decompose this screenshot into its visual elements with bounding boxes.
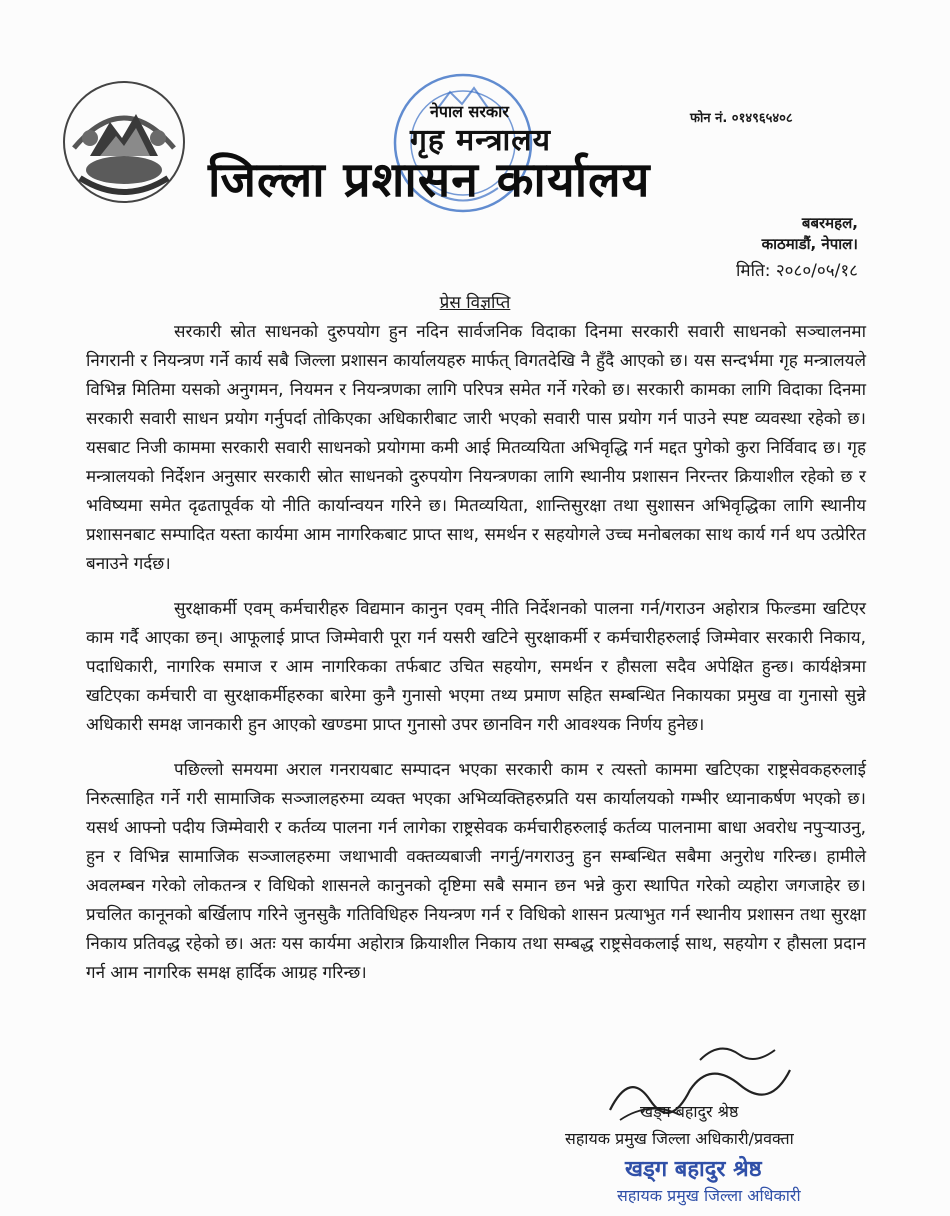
letter-date: मिति: २०८०/०५/१८ xyxy=(736,261,858,281)
paragraph-2: सुरक्षाकर्मी एवम् कर्मचारीहरु विद्यमान कानुन एवम् नीति निर्देशनको पालना गर्न/गराउन अहोरात्र फिल्डमा खटिएर काम गर्दै आएका छन्। आफूलाई प्राप्त जिम्मेवारी पूरा गर्न यसरी खटिने सुरक्षाकर्मी र कर्मचारीहरुलाई जिम्मेवार सरकारी निकाय, पदाधिकारी, नागरिक समाज र आम नागरिकका तर्फबाट उचित सहयोग, समर्थन र हौसला सदैव अपेक्षित हुन्छ। कार्यक्षेत्रमा खटिएका कर्मचारी वा सुरक्षाकर्मीहरुका बारेमा कुनै गुनासो भएमा तथ्य प्रमाण सहित सम्बन्धित निकायका प्रमुख वा गुनासो सुन्ने अधिकारी समक्ष जानकारी हुन आएको खण्डमा प्राप्त गुनासो उपर छानविन गरी आवश्यक निर्णय हुनेछ। xyxy=(86,599,866,735)
subject-heading xyxy=(0,290,950,313)
subject-text: प्रेस विज्ञप्ति xyxy=(439,293,511,313)
nepal-emblem-icon xyxy=(60,78,188,206)
government-name: नेपाल सरकार xyxy=(430,102,509,121)
address-line-1: बबरमहल, xyxy=(801,214,858,232)
stamp-title: सहायक प्रमुख जिल्ला अधिकारी xyxy=(617,1186,801,1205)
office-name: जिल्ला प्रशासन कार्यालय xyxy=(208,152,651,208)
phone-number: फोन नं. ०१४९६५४०८ xyxy=(690,111,793,126)
ministry-name: गृह मन्त्रालय xyxy=(410,123,552,158)
paragraph-3: पछिल्लो समयमा अराल गनरायबाट सम्पादन भएका सरकारी काम र त्यस्तो काममा खटिएका राष्ट्रसेवकहरुलाई निरुत्साहित गर्ने गरी सामाजिक सञ्जालहरुमा व्यक्त भएका अभिव्यक्तिहरुप्रति यस कार्यालयको गम्भीर ध्यानाकर्षण भएको छ। यसर्थ आफ्नो पदीय जिम्मेवारी र कर्तव्य पालना गर्न लागेका राष्ट्रसेवक कर्मचारीहरुलाई कर्तव्य पालनामा बाधा अवरोध नपुर्‍याउनु, हुन र विभिन्न सामाजिक सञ्जालहरुमा जथाभावी वक्तव्यबाजी नगर्नु/नगराउनु हुन सम्बन्धित सबैमा अनुरोध गरिन्छ। हामीले अवलम्बन गरेको लोकतन्त्र र विधिको शासनले कानुनको दृष्टिमा सबै समान छन भन्ने कुरा स्थापित गरेको व्यहोरा जगजाहेर छ। प्रचलित कानूनको बर्खिलाप गरिने जुनसुकै गतिविधिहरु नियन्त्रण गर्न र विधिको शासन प्रत्याभुत गर्न स्थानीय प्रशासन तथा सुरक्षा निकाय प्रतिवद्ध रहेको छ। अतः यस कार्यमा अहोरात्र क्रियाशील निकाय तथा सम्बद्ध राष्ट्रसेवकलाई साथ, सहयोग र हौसला प्रदान गर्न आम नागरिक समक्ष हार्दिक आग्रह गरिन्छ। xyxy=(86,760,866,983)
paragraph-1: सरकारी स्रोत साधनको दुरुपयोग हुन नदिन सार्वजनिक विदाका दिनमा सरकारी सवारी साधनको सञ्चालनमा निगरानी र नियन्त्रण गर्ने कार्य सबै जिल्ला प्रशासन कार्यालयहरु मार्फत् विगतदेखि नै हुँदै आएको छ। यस सन्दर्भमा गृह मन्त्रालयले विभिन्न मितिमा यसको अनुगमन, नियमन र नियन्त्रणका लागि परिपत्र समेत गर्ने गरेको छ। सरकारी कामका लागि विदाका दिनमा सरकारी सवारी साधन प्रयोग गर्नुपर्दा तोकिएका अधिकारीबाट जारी भएको सवारी पास प्रयोग गर्न पाउने स्पष्ट व्यवस्था रहेको छ। यसबाट निजी काममा सरकारी सवारी साधनको प्रयोगमा कमी आई मितव्ययिता अभिवृद्धि गर्न मद्दत पुगेको कुरा निर्विवाद छ। गृह मन्त्रालयको निर्देशन अनुसार सरकारी स्रोत साधनको दुरुपयोग नियन्त्रणका लागि स्थानीय प्रशासन निरन्तर क्रियाशील रहेको छ र भविष्यमा समेत दृढतापूर्वक यो नीति कार्यान्वयन गरिने छ। मितव्ययिता, शान्तिसुरक्षा तथा सुशासन अभिवृद्धिका लागि स्थानीय प्रशासनबाट सम्पादित यस्ता कार्यमा आम नागरिकबाट प्राप्त साथ, समर्थन र सहयोगले उच्च मनोबलका साथ कार्य गर्न थप उत्प्रेरित बनाउने गर्दछ। xyxy=(86,322,866,574)
address-line-2: काठमाडौं, नेपाल। xyxy=(761,235,858,253)
signer-name: खड्ग बहादुर श्रेष्ठ xyxy=(640,1102,739,1121)
letter-body xyxy=(86,318,866,1004)
stamp-name: खड्ग बहादुर श्रेष्ठ xyxy=(625,1157,762,1182)
signer-title: सहायक प्रमुख जिल्ला अधिकारी/प्रवक्ता xyxy=(565,1129,794,1148)
